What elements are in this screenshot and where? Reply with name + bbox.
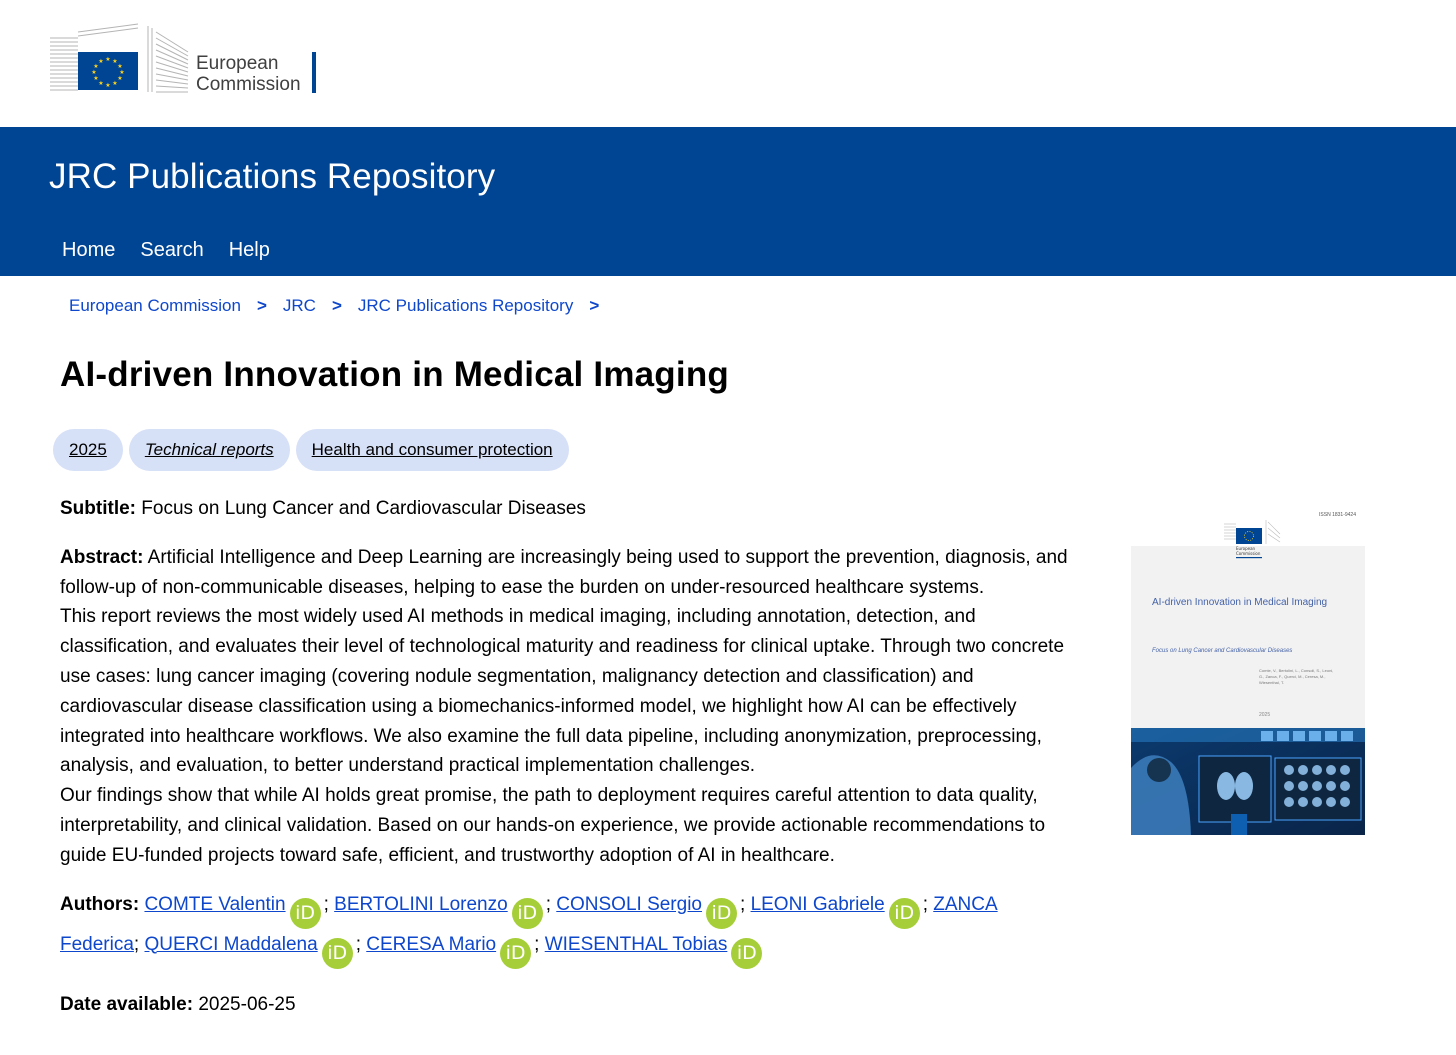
authors-label: Authors: bbox=[60, 893, 140, 915]
breadcrumb-jrc[interactable]: JRC bbox=[282, 296, 316, 315]
tag-type[interactable]: Technical reports bbox=[129, 429, 290, 471]
svg-text:★: ★ bbox=[105, 82, 111, 89]
abstract-text-3: Our findings show that while AI holds great promise, the path to deployment requires careful attention to data quality, interpretability, and clinical validation. Based on our hands-on experience, we provide actionable recommendations to guide EU-funded projects toward safe, efficient, and trustworthy adoption of AI in healthcare. bbox=[60, 785, 1046, 866]
svg-text:★: ★ bbox=[117, 75, 123, 82]
site-header bbox=[0, 127, 1456, 276]
abstract-paragraph bbox=[60, 543, 1070, 603]
abstract-label: Abstract: bbox=[60, 546, 144, 568]
orcid-icon[interactable]: iD bbox=[889, 898, 920, 929]
tag-list bbox=[53, 429, 569, 471]
tag-topic[interactable]: Health and consumer protection bbox=[296, 429, 569, 471]
cover-title: AI-driven Innovation in Medical Imaging bbox=[1152, 597, 1328, 608]
author-link[interactable]: ZANCA Federica bbox=[60, 893, 998, 955]
logo-line2: Commission bbox=[196, 74, 301, 95]
svg-text:★: ★ bbox=[105, 56, 111, 63]
cover-year: 2025 bbox=[1259, 712, 1271, 718]
cover-ec-logo bbox=[1222, 518, 1282, 560]
abstract-text-1: Artificial Intelligence and Deep Learning are increasingly being used to support the prevention, diagnosis, and follow-up of non-communicable diseases, helping to ease the burden on under-resourced healthcare systems. bbox=[60, 546, 1068, 598]
page-title: AI-driven Innovation in Medical Imaging bbox=[60, 355, 729, 394]
tag-year[interactable]: 2025 bbox=[53, 429, 123, 471]
logo-text bbox=[196, 53, 301, 95]
svg-text:★: ★ bbox=[117, 63, 123, 70]
cover-image-medical-monitors bbox=[1131, 728, 1365, 835]
main-nav bbox=[62, 239, 270, 262]
report-cover-thumbnail[interactable] bbox=[1131, 510, 1365, 835]
nav-search[interactable]: Search bbox=[140, 239, 204, 261]
cover-isbn: ISSN 1831-9424 bbox=[1319, 512, 1356, 518]
svg-text:★: ★ bbox=[98, 80, 104, 87]
author-link[interactable]: LEONI Gabriele bbox=[750, 893, 885, 915]
cover-logo-line1: European bbox=[1236, 546, 1256, 551]
breadcrumb-separator: > bbox=[331, 296, 342, 315]
abstract-text-2: This report reviews the most widely used AI methods in medical imaging, including annotation, detection, and classification, and evaluates their level of technological maturity and readiness for clinical uptake. Through two concrete use cases: lung cancer imaging (covering nodule segmentation, malignancy detection and classification) and cardiovascular disease classification using a biomechanics-informed model, we highlight how AI can be effectively integrated into healthcare workflows. We also examine the full data pipeline, including anonymization, preprocessing, analysis, and evaluation, to better understand practical implementation challenges. bbox=[60, 606, 1065, 777]
cover-authors: Comte, V., Bertolini, L., Consoli, S., Leoni, G., Zanca, F., Querci, M., Ceresa, M., Wiesenthal, T. bbox=[1259, 668, 1334, 685]
orcid-icon[interactable]: iD bbox=[731, 938, 762, 969]
authors-row: Authors: COMTE Valentin iD ; BERTOLINI Lorenzo iD ; CONSOLI Sergio iD ; LEONI Gabriele iD ; ZANCA Federica; QUERCI Maddalena iD ; CERESA Mario iD ; WIESENTHAL Tobias iD bbox=[60, 889, 1070, 969]
breadcrumb-separator: > bbox=[256, 296, 267, 315]
orcid-icon[interactable]: iD bbox=[290, 898, 321, 929]
author-link[interactable]: COMTE Valentin bbox=[144, 893, 286, 915]
date-row bbox=[60, 990, 1070, 1020]
breadcrumb-european-commission[interactable]: European Commission bbox=[69, 296, 241, 315]
abstract bbox=[60, 543, 1070, 871]
author-link[interactable]: CERESA Mario bbox=[366, 933, 497, 955]
date-value: 2025-06-25 bbox=[198, 993, 296, 1015]
author-link[interactable]: BERTOLINI Lorenzo bbox=[334, 893, 508, 915]
date-label: Date available: bbox=[60, 993, 194, 1015]
subtitle-row bbox=[60, 494, 1070, 524]
svg-text:★: ★ bbox=[98, 58, 104, 65]
author-link[interactable]: WIESENTHAL Tobias bbox=[544, 933, 728, 955]
svg-text:★: ★ bbox=[119, 69, 125, 76]
svg-text:★: ★ bbox=[112, 58, 118, 65]
cover-subtitle: Focus on Lung Cancer and Cardiovascular Diseases bbox=[1152, 648, 1293, 654]
site-title[interactable]: JRC Publications Repository bbox=[49, 157, 496, 196]
nav-help[interactable]: Help bbox=[228, 239, 270, 261]
breadcrumb bbox=[69, 296, 615, 316]
logo-divider bbox=[312, 52, 316, 93]
breadcrumb-repository[interactable]: JRC Publications Repository bbox=[357, 296, 574, 315]
nav-home[interactable]: Home bbox=[62, 239, 116, 261]
publication-details bbox=[60, 494, 1070, 1019]
logo-line1: European bbox=[196, 53, 279, 74]
svg-text:★: ★ bbox=[112, 80, 118, 87]
cover-logo-line2: Commission bbox=[1236, 551, 1261, 556]
subtitle-value: Focus on Lung Cancer and Cardiovascular Diseases bbox=[141, 498, 586, 519]
breadcrumb-separator: > bbox=[589, 296, 600, 315]
svg-text:★: ★ bbox=[91, 69, 97, 76]
orcid-icon[interactable]: iD bbox=[500, 938, 531, 969]
author-link[interactable]: CONSOLI Sergio bbox=[556, 893, 702, 915]
author-link[interactable]: QUERCI Maddalena bbox=[144, 933, 318, 955]
orcid-icon[interactable]: iD bbox=[706, 898, 737, 929]
cover-top-panel bbox=[1131, 546, 1365, 728]
top-logo-bar bbox=[0, 0, 1456, 127]
orcid-icon[interactable]: iD bbox=[322, 938, 353, 969]
svg-text:★: ★ bbox=[93, 75, 99, 82]
svg-text:★: ★ bbox=[93, 63, 99, 70]
subtitle-label: Subtitle: bbox=[60, 498, 136, 519]
orcid-icon[interactable]: iD bbox=[512, 898, 543, 929]
